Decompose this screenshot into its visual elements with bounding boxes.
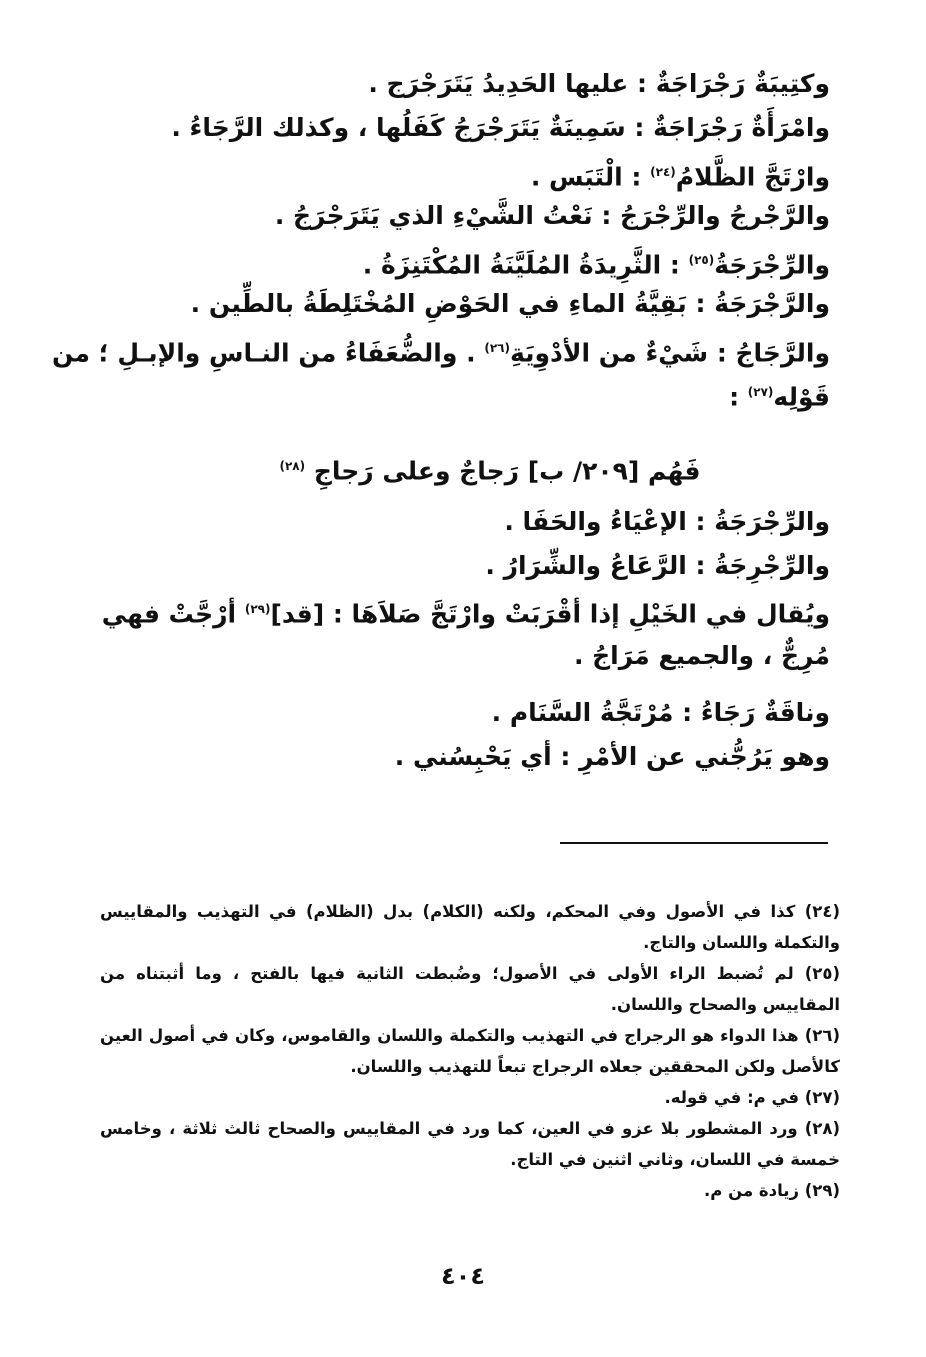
text-paragraph: [90, 588, 830, 677]
text-line: وامْرَأَةٌ رَجْرَاجَةٌ : سَمِينَةٌ يَتَرَجْرَجُ كَفَلُها ، وكذلك الرَّجَاءُ .: [171, 113, 830, 142]
text-span: والرَّجَاجُ : شَيْءٌ من الأدْوِيَةِ: [509, 338, 830, 368]
footnote-ref[interactable]: (٢٨): [279, 459, 306, 473]
footnote-ref[interactable]: (٢٧): [747, 385, 774, 399]
text-line: [90, 370, 830, 414]
footnote: (٢٥) لم تُضبط الراء الأولى في الأصول؛ وضُبطت الثانية فيها بالفتح ، وما أثبتناه من المقاييس والصحاح واللسان.: [100, 964, 840, 1014]
page-number: ٤٠٤: [441, 1262, 485, 1290]
text-span: :: [729, 382, 740, 412]
text-line: وناقَةٌ رَجَاءُ : مُرْتَجَّةُ السَّنَام .: [491, 698, 830, 728]
footnotes: [100, 896, 840, 1206]
text-line: والرَّجْرَجَةُ : بَقِيَّةُ الماءِ في الحَوْضِ المُخْتَلِطَةُ بالطِّين .: [190, 289, 830, 318]
text-span: والرِّجْرَجَةُ: [714, 250, 830, 280]
text-span: : الْتَبَس .: [530, 162, 642, 192]
text-span: ويُقال في الخَيْلِ إذا أقْرَبَتْ وارْتَجَّ صَلاَهَا : [قد]: [270, 599, 830, 629]
text-line: [90, 150, 830, 194]
text-span: وارْتَجَّ الظَّلامُ: [675, 162, 830, 192]
text-line: وهو يَرُجُّني عن الأمْرِ : أي يَحْبِسُني .: [394, 742, 830, 772]
text-line: والرِّجْرِجَةُ : الرَّعَاعُ والشِّرَارُ .: [485, 551, 830, 580]
footnote: (٢٨) ورد المشطور بلا عزو في العين، كما ورد في المقاييس والصحاح ثالث ثلاثة ، وخامس خمسة في اللسان، وثاني اثنين في التاج.: [100, 1119, 840, 1169]
text-line: [51, 326, 830, 370]
footnote-separator: [560, 842, 828, 844]
footnote-ref[interactable]: (٢٥): [688, 253, 715, 267]
footnote: (٢٦) هذا الدواء هو الرجراج في التهذيب والتكملة واللسان والقاموس، وكان في أصول العين كالأصل ولكن المحققين جعلاه الرجراج تبعاً للتهذيب واللسان.: [100, 1026, 840, 1076]
footnote: (٢٧) في م: في قوله.: [664, 1088, 840, 1107]
text-line: وكتِيبَةٌ رَجْرَاجَةٌ : عليها الحَدِيدُ يَتَرَجْرَج .: [368, 69, 830, 98]
verse-text: فَهُم [٢٠٩/ ب] رَجاجٌ وعلى رَجاجِ: [313, 456, 701, 486]
footnote: (٢٩) زيادة من م.: [703, 1181, 840, 1200]
footnote-ref[interactable]: (٢٤): [650, 165, 676, 179]
footnote-ref[interactable]: (٢٦): [484, 341, 510, 355]
main-text: [51, 62, 830, 779]
text-span: أرْجَّتْ فهي مُرِجٌّ ، والجميع مَرَاجُ .: [101, 599, 830, 671]
text-span: . والضُّعَفَاءُ من النـاسِ والإبـلِ ؛ من: [51, 338, 476, 368]
text-line: والرِّجْرَجَةُ : الإعْيَاءُ والحَفَا .: [504, 507, 830, 536]
text-line: والرَّجْرجُ والرِّجْرَجُ : نَعْتُ الشَّيْءِ الذي يَتَرَجْرَجُ .: [274, 201, 830, 230]
text-line: [90, 238, 830, 282]
footnote: (٢٤) كذا في الأصول وفي المحكم، ولكنه (الكلام) بدل (الظلام) في التهذيب والمقاييس والتكملة واللسان والتاج.: [100, 902, 840, 952]
verse-line: [90, 444, 830, 488]
footnote-ref[interactable]: (٢٩): [244, 602, 271, 616]
text-span: قَوْلِه: [773, 382, 830, 412]
text-span: : الثَّرِيدَةُ المُلَيَّنَةُ المُكْتَنِزَةُ .: [362, 250, 680, 280]
